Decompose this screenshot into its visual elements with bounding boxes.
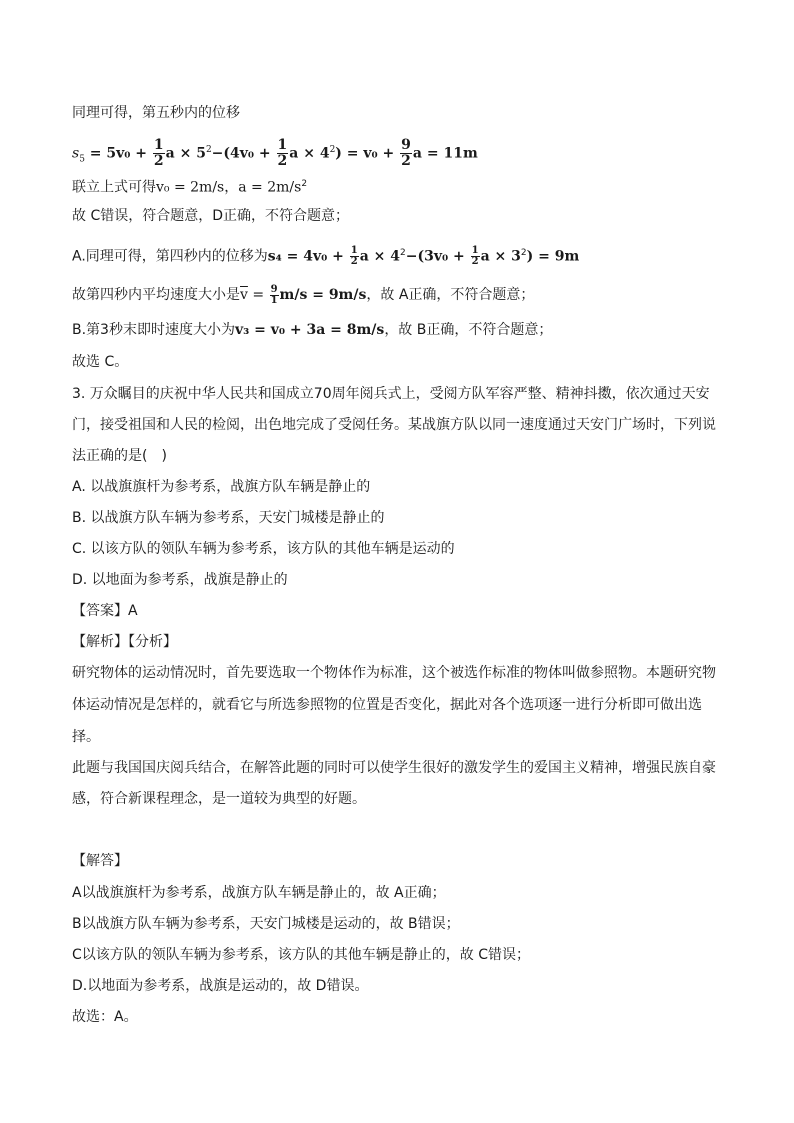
- text-span: A.同理可得，第四秒内的位移为: [72, 248, 268, 265]
- eq-part: a × 4: [359, 248, 401, 265]
- equation-s5: [72, 130, 478, 170]
- eq-part: −(3v₀ +: [405, 248, 470, 265]
- fraction: [277, 138, 289, 169]
- fraction: [153, 138, 165, 169]
- eq-part: $\overline{v}$: [240, 287, 248, 303]
- question-text: 门，接受祖国和人民的检阅，出色地完成了受阅任务。某战旗方队以同一速度通过天安门广场时，下列说: [72, 417, 716, 433]
- eq-sup: 2: [329, 145, 336, 155]
- eq-part: a × 5: [165, 145, 206, 162]
- text-line: 故选 C。: [72, 354, 129, 370]
- eq-sup: 2: [520, 248, 527, 258]
- text-span: ，故 A正确，不符合题意；: [366, 287, 535, 303]
- eq-part: v₃ = v₀ + 3a = 8m/s: [234, 322, 385, 338]
- answer-label: 【答案】A: [72, 603, 138, 619]
- option-d: D. 以地面为参考系，战旗是静止的: [72, 572, 288, 588]
- eq-part: a = 11m: [412, 145, 478, 162]
- eq-sup: 2: [400, 248, 406, 258]
- eq-part: ) = 9m: [526, 248, 580, 265]
- analysis-text: 感，符合新课程理念，是一道较为典型的好题。: [72, 791, 366, 807]
- solution-text: C以该方队的领队车辆为参考系，该方队的其他车辆是静止的，故 C错误；: [72, 947, 530, 963]
- eq-symbol: s: [72, 145, 80, 162]
- solution-text: D.以地面为参考系，战旗是运动的，故 D错误。: [72, 978, 369, 994]
- question-text: 3. 万众瞩目的庆祝中华人民共和国成立70周年阅兵式上，受阅方队军容严整、精神抖擞，依次通过天安: [72, 386, 710, 402]
- text-line: [72, 320, 552, 340]
- solution-text: B以战旗方队车辆为参考系，天安门城楼是运动的，故 B错误；: [72, 916, 460, 932]
- fraction-num: 9: [401, 137, 411, 154]
- eq-part: ) = v₀ +: [335, 145, 400, 162]
- eq-part: a × 4: [289, 145, 330, 162]
- eq-part: =: [247, 287, 269, 303]
- analysis-text: 择。: [72, 729, 100, 745]
- option-b: B. 以战旗方队车辆为参考系，天安门城楼是静止的: [72, 510, 385, 526]
- option-c: C. 以该方队的领队车辆为参考系，该方队的其他车辆是运动的: [72, 541, 455, 557]
- fraction-den: 1: [270, 294, 278, 306]
- analysis-text: 体运动情况是怎样的，就看它与所选参照物的位置是否变化，据此对各个选项逐一进行分析即可做出选: [72, 697, 702, 713]
- text-line: [72, 174, 307, 198]
- text-line: [72, 238, 579, 268]
- text-line: [72, 280, 534, 310]
- text-span: 联立上式可得: [72, 179, 156, 196]
- text-span: 故第四秒内平均速度大小是: [72, 287, 240, 303]
- option-a: A. 以战旗旗杆为参考系，战旗方队车辆是静止的: [72, 479, 371, 495]
- fraction-num: 1: [471, 245, 479, 257]
- fraction-den: 2: [471, 256, 479, 268]
- text-line: 同理可得，第五秒内的位移: [72, 105, 240, 121]
- fraction: [270, 285, 279, 306]
- fraction-den: 2: [153, 153, 164, 170]
- eq-part: = 5v₀ +: [84, 145, 152, 162]
- eq-sup: 2: [205, 145, 212, 155]
- solution-text: 故选：A。: [72, 1009, 138, 1025]
- text-span: B.第3秒末即时速度大小为: [72, 322, 235, 338]
- text-line: 故 C错误，符合题意，D正确，不符合题意；: [72, 208, 350, 224]
- fraction-den: 2: [277, 153, 288, 170]
- fraction-num: 9: [270, 283, 278, 295]
- solution-text: A以战旗旗杆为参考系，战旗方队车辆是静止的，故 A正确；: [72, 885, 446, 901]
- eq-part: v₀ = 2m/s，a = 2m/s: [156, 179, 302, 196]
- eq-part: a × 3: [480, 248, 521, 265]
- fraction-den: 2: [350, 256, 358, 268]
- analysis-text: 研究物体的运动情况时，首先要选取一个物体作为标准，这个被选作标准的物体叫做参照物。本题研究物: [72, 665, 716, 681]
- analysis-text: 此题与我国国庆阅兵结合，在解答此题的同时可以使学生很好的激发学生的爱国主义精神，增强民族自豪: [72, 760, 716, 776]
- fraction-num: 1: [153, 137, 164, 154]
- text-span: ，故 B正确，不符合题意；: [384, 322, 553, 338]
- fraction: [471, 246, 480, 267]
- fraction-num: 1: [350, 245, 358, 257]
- eq-sub: 5: [79, 154, 85, 165]
- eq-part: s₄ = 4v₀ +: [267, 248, 349, 265]
- question-text: 法正确的是( ): [72, 448, 167, 464]
- fraction: [400, 138, 412, 169]
- analysis-label: 【解析】【分析】: [72, 634, 177, 650]
- eq-sup: 2: [301, 179, 308, 189]
- fraction: [350, 246, 359, 267]
- eq-part: −(4v₀ +: [211, 145, 276, 162]
- fraction-num: 1: [277, 137, 288, 154]
- eq-part: m/s = 9m/s: [279, 287, 367, 303]
- solution-label: 【解答】: [72, 853, 128, 869]
- fraction-den: 2: [401, 153, 411, 170]
